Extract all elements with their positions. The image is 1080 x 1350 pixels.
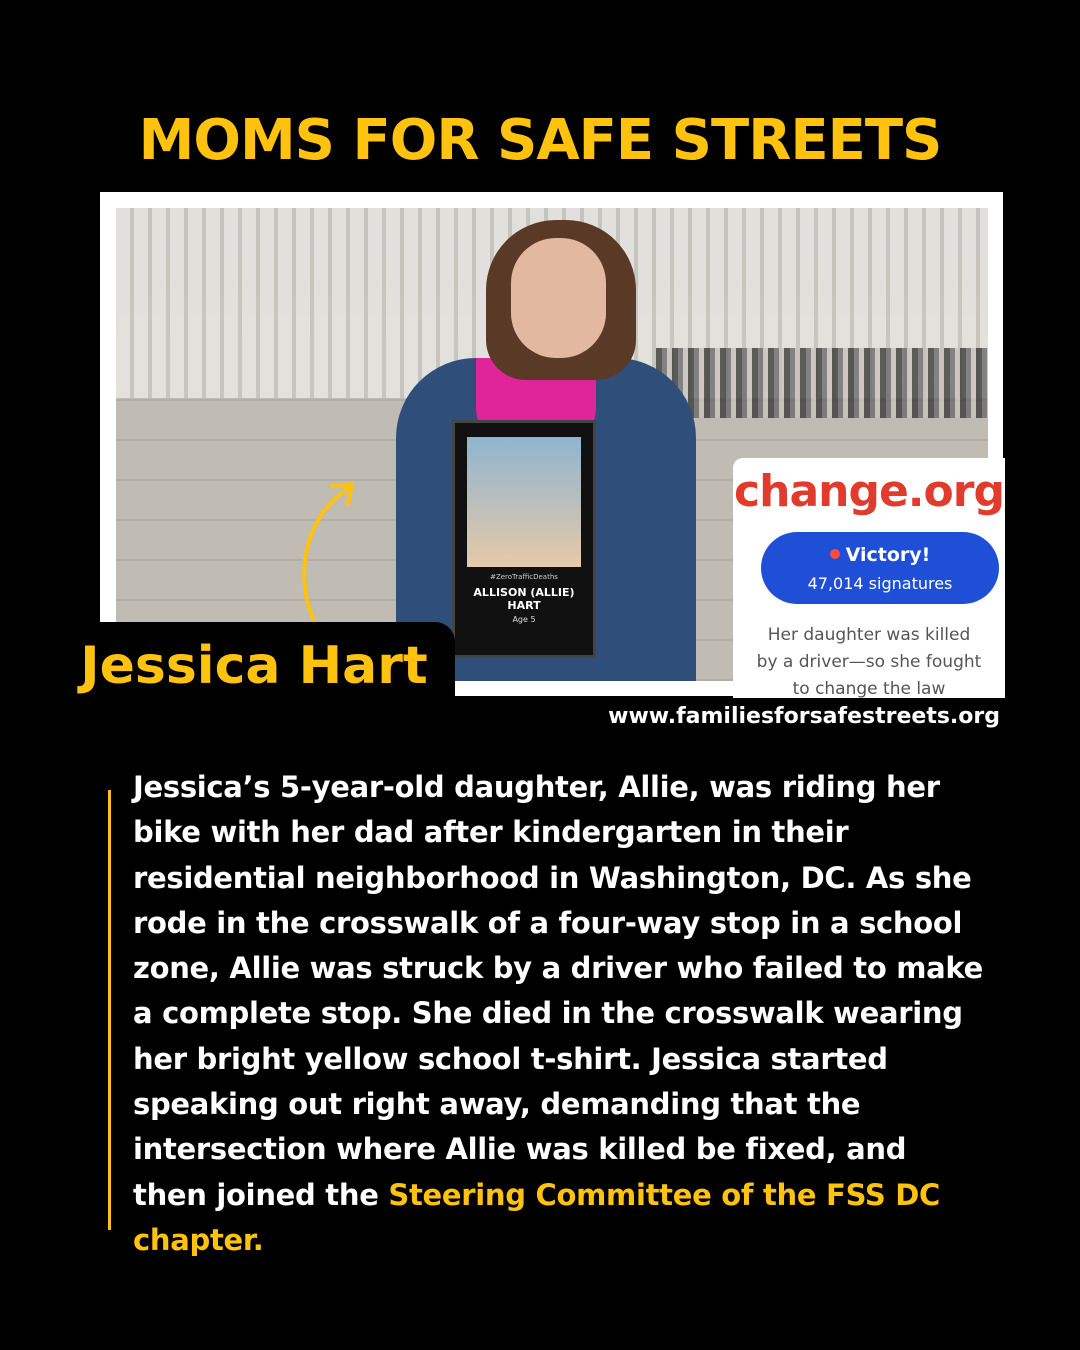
photo-frame: [100, 192, 1004, 699]
sign-age: Age 5: [512, 615, 536, 624]
website-link[interactable]: www.familiesforsafestreets.org: [608, 704, 1000, 729]
petition-caption: [733, 622, 1005, 703]
caption-line: by a driver—so she fought: [756, 652, 982, 672]
change-org-logo: change.org: [734, 466, 1004, 517]
victory-label: Victory!: [845, 544, 931, 566]
caption-line: to change the law: [792, 679, 946, 699]
sign-name: ALLISON (ALLIE) HART: [473, 586, 575, 612]
woman-face: [511, 238, 606, 358]
memorial-sign: [452, 420, 596, 658]
story-body: Jessica’s 5-year-old daughter, Allie, was riding her bike with her dad after kindergarten in their residential neighborhood in Washington, DC. As she rode in the crosswalk of a four-way stop in a school zone, Allie was struck by a driver who failed to make a complete stop. She died in the crosswalk wearing her bright yellow school t-shirt. Jessica started speaking out right away, demanding that the intersection where Allie was killed be fixed, and then joined the: [133, 770, 984, 1212]
page-title: MOMS FOR SAFE STREETS: [138, 108, 942, 173]
person-name: Jessica Hart: [80, 636, 428, 696]
capitol-photo: [116, 208, 1004, 699]
crowd: [656, 348, 988, 418]
curved-arrow-icon: [294, 476, 374, 626]
story-text: [133, 765, 983, 1263]
caption-line: Her daughter was killed: [767, 625, 971, 645]
signature-count: 47,014 signatures: [807, 574, 953, 593]
steering-committee-highlight: Steering Committee of the FSS DC chapter.: [133, 1177, 940, 1257]
petition-card: [733, 458, 1005, 698]
child-photo: [467, 437, 581, 567]
name-tab: [53, 622, 455, 710]
victory-badge: [761, 532, 999, 604]
sign-hashtag: #ZeroTrafficDeaths: [490, 573, 558, 581]
status-dot-icon: [830, 549, 840, 559]
accent-divider: [108, 790, 111, 1230]
